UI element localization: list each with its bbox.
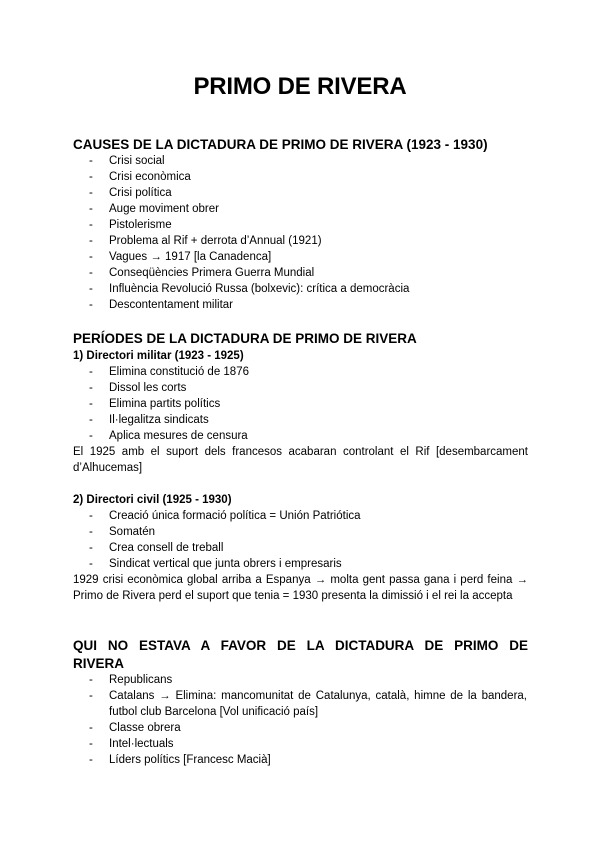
list-item: - Influència Revolució Russa (bolxevic): crítica a democràcia [89,283,410,295]
list-item: - Conseqüències Primera Guerra Mundial [89,267,315,279]
dash-bullet: - [89,738,93,750]
list-item: - Crea consell de treball [89,542,224,554]
dash-bullet: - [89,283,93,295]
dash-bullet: - [89,251,93,263]
list-item: - Aplica mesures de censura [89,430,248,442]
list-item: - Dissol les corts [89,382,187,394]
dash-bullet: - [89,382,93,394]
dash-bullet: - [89,267,93,279]
list-item: - Elimina partits polítics [89,398,221,410]
list-item: - Elimina constitució de 1876 [89,366,249,378]
list-item: - Intel·lectuals [89,738,174,750]
page-title: PRIMO DE RIVERA [193,73,407,100]
periods-heading: PERÍODES DE LA DICTADURA DE PRIMO DE RIVERA [73,331,417,346]
list-item: - Republicans [89,674,173,686]
list-item: - Catalans → Elimina: mancomunitat de Catalunya, català, himne de la bandera, futbol club Barcelona [Vol unificació país] [89,690,527,718]
dash-bullet: - [89,526,93,538]
dash-bullet: - [89,674,93,686]
list-item: - Pistolerisme [89,219,172,231]
list-item: - Classe obrera [89,722,181,734]
list-item: - Somatén [89,526,156,538]
dash-bullet: - [89,510,93,522]
military-directory-heading: 1) Directori militar (1923 - 1925) [73,350,244,362]
list-item: - Auge moviment obrer [89,203,219,215]
dash-bullet: - [89,558,93,570]
dash-bullet: - [89,235,93,247]
dash-bullet: - [89,754,93,766]
dash-bullet: - [89,722,93,734]
list-item: - Crisi econòmica [89,171,191,183]
causes-list [0,153,527,313]
list-item: - Sindicat vertical que junta obrers i empresaris [89,558,342,570]
dash-bullet: - [89,690,93,702]
list-item: - Descontentament militar [89,299,233,311]
opponents-heading-line1: QUI NO ESTAVA A FAVOR DE LA DICTADURA DE PRIMO DE [73,638,528,653]
list-item: - Líders polítics [Francesc Macià] [89,754,271,766]
dash-bullet: - [89,171,93,183]
dash-bullet: - [89,430,93,442]
dash-bullet: - [89,155,93,167]
list-item: - Crisi política [89,187,172,199]
military-directory-list [0,364,527,444]
dash-bullet: - [89,366,93,378]
dash-bullet: - [89,542,93,554]
civil-directory-heading: 2) Directori civil (1925 - 1930) [73,494,232,506]
causes-heading: CAUSES DE LA DICTADURA DE PRIMO DE RIVERA (1923 - 1930) [73,137,488,152]
opponents-list [0,672,527,768]
list-item: - Vagues → 1917 [la Canadenca] [89,251,272,263]
dash-bullet: - [89,187,93,199]
list-item: - Problema al Rif + derrota d’Annual (1921) [89,235,322,247]
dash-bullet: - [89,398,93,410]
dash-bullet: - [89,414,93,426]
dash-bullet: - [89,203,93,215]
military-directory-note: El 1925 amb el suport dels francesos acabaran controlant el Rif [desembarcament d’Alhucemas] [73,446,528,474]
opponents-heading-line2: RIVERA [73,656,125,671]
list-item: - Crisi social [89,155,165,167]
civil-directory-list [0,508,527,572]
dash-bullet: - [89,219,93,231]
list-item: - Creació única formació política = Unión Patriótica [89,510,361,522]
list-item: - Il·legalitza sindicats [89,414,209,426]
dash-bullet: - [89,299,93,311]
civil-directory-note: 1929 crisi econòmica global arriba a Espanya → molta gent passa gana i perd feina → Primo de Rivera perd el suport que tenia = 1930 presenta la dimissió i el rei la accepta [73,574,528,602]
